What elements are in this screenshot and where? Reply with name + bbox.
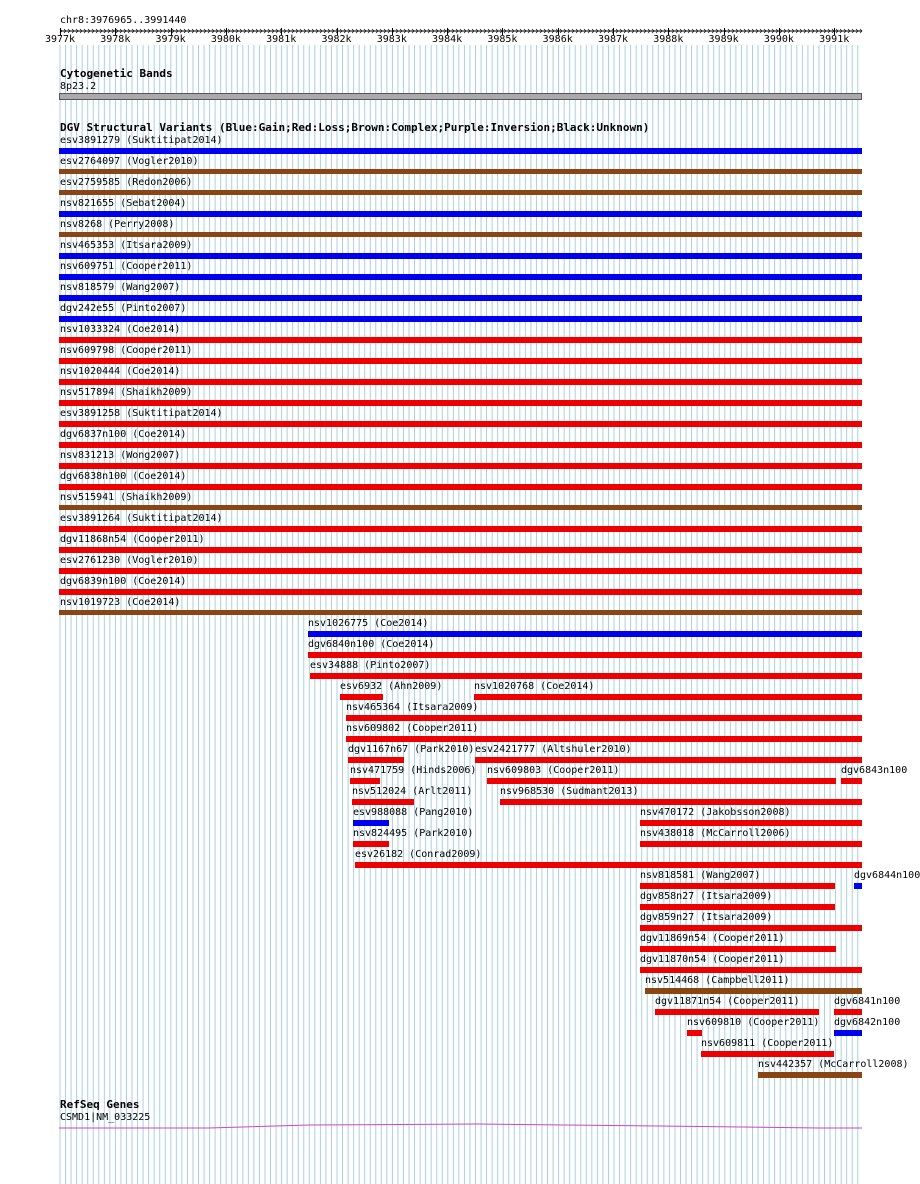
variant-bar-loss[interactable] (59, 484, 862, 490)
variant-bar-complex[interactable] (59, 610, 862, 615)
variant-label[interactable]: nsv8268 (Perry2008) (60, 219, 175, 230)
variant-bar-loss[interactable] (59, 568, 862, 574)
ruler-tick-label: 3987k (597, 34, 629, 45)
gene-label: CSMD1|NM_033225 (60, 1112, 151, 1123)
variant-bar-loss[interactable] (59, 400, 862, 406)
ruler-tick-label: 3989k (708, 34, 739, 45)
variant-label[interactable]: esv6932 (Ahn2009) (340, 681, 443, 692)
ruler-tick-label: 3986k (542, 34, 573, 45)
variant-bar-loss[interactable] (59, 589, 862, 595)
variant-bar-loss[interactable] (475, 757, 862, 763)
variant-bar-loss[interactable] (340, 694, 383, 700)
ruler-tick-label: 3981k (266, 34, 297, 45)
variant-label[interactable]: nsv465364 (Itsara2009) (346, 702, 479, 713)
cytoband-label: 8p23.2 (60, 81, 97, 92)
variant-label[interactable]: dgv242e55 (Pinto2007) (60, 303, 187, 314)
variant-bar-loss[interactable] (59, 421, 862, 427)
variant-label[interactable]: nsv818581 (Wang2007) (640, 870, 761, 881)
variant-bar-loss[interactable] (640, 820, 862, 826)
dgv-track-title[interactable]: DGV Structural Variants (Blue:Gain;Red:Loss;Brown:Complex;Purple:Inversion;Black:Unknown) (60, 121, 650, 134)
variant-label[interactable]: dgv6841n100 (834, 996, 901, 1007)
ruler-tick-label: 3990k (763, 34, 794, 45)
variant-label[interactable]: dgv858n27 (Itsara2009) (640, 891, 773, 902)
variant-bar-complex[interactable] (59, 232, 862, 237)
variant-label[interactable]: nsv609751 (Cooper2011) (60, 261, 193, 272)
variant-bar-loss[interactable] (346, 736, 862, 742)
ruler-tick-label: 3983k (376, 34, 407, 45)
variant-label[interactable]: dgv6843n100 (841, 765, 908, 776)
variant-label[interactable]: nsv512024 (Arlt2011) (352, 786, 473, 797)
variant-bar-loss[interactable] (59, 379, 862, 385)
variant-bar-complex[interactable] (59, 190, 862, 195)
variant-label[interactable]: nsv818579 (Wang2007) (60, 282, 181, 293)
variant-bar-loss[interactable] (308, 652, 862, 658)
variant-label[interactable]: nsv1020768 (Coe2014) (474, 681, 595, 692)
variant-bar-gain[interactable] (59, 295, 862, 301)
variant-bar-loss[interactable] (59, 358, 862, 364)
variant-label[interactable]: nsv609803 (Cooper2011) (487, 765, 620, 776)
variant-bar-loss[interactable] (640, 925, 862, 931)
variant-bar-loss[interactable] (59, 442, 862, 448)
region-label: chr8:3976965..3991440 (60, 15, 187, 26)
variant-label[interactable]: nsv609811 (Cooper2011) (701, 1038, 834, 1049)
variant-bar-loss[interactable] (834, 1009, 862, 1015)
variant-bar-gain[interactable] (59, 211, 862, 217)
variant-label[interactable]: dgv11870n54 (Cooper2011) (640, 954, 785, 965)
variant-bar-loss[interactable] (59, 526, 862, 532)
ruler-tick-label: 3985k (487, 34, 518, 45)
variant-bar-loss[interactable] (640, 946, 836, 952)
variant-label[interactable]: nsv514468 (Campbell2011) (645, 975, 790, 986)
variant-bar-loss[interactable] (500, 799, 862, 805)
ruler-tick-label: 3982k (321, 34, 352, 45)
variant-label[interactable]: nsv465353 (Itsara2009) (60, 240, 193, 251)
variant-bar-loss[interactable] (640, 967, 862, 973)
variant-label[interactable]: esv2759585 (Redon2006) (60, 177, 193, 188)
ruler-tick-label: 3979k (155, 34, 186, 45)
variant-bar-loss[interactable] (59, 337, 862, 343)
ruler-tick-label: 3988k (653, 34, 684, 45)
ruler-tick-label: 3984k (432, 34, 463, 45)
ruler-tick-label: 3980k (210, 34, 241, 45)
variant-bar-loss[interactable] (310, 673, 862, 679)
variant-label[interactable]: esv2764097 (Vogler2010) (60, 156, 199, 167)
variant-bar-loss[interactable] (640, 904, 835, 910)
variant-bar-loss[interactable] (348, 757, 404, 763)
variant-label[interactable]: nsv831213 (Wong2007) (60, 450, 181, 461)
variant-label[interactable]: esv3891264 (Suktitipat2014) (60, 513, 223, 524)
variant-bar-loss[interactable] (487, 778, 836, 784)
gene-model[interactable] (59, 1122, 862, 1132)
variant-bar-gain[interactable] (308, 631, 862, 637)
variant-label[interactable]: esv3891279 (Suktitipat2014) (60, 135, 223, 146)
variant-bar-gain[interactable] (59, 253, 862, 259)
variant-label[interactable]: nsv438018 (McCarroll2006) (640, 828, 791, 839)
cytoband-track-title[interactable]: Cytogenetic Bands (60, 67, 173, 80)
variant-bar-loss[interactable] (841, 778, 862, 784)
variant-label[interactable]: nsv442357 (McCarroll2008) (758, 1059, 909, 1070)
variant-bar-loss[interactable] (346, 715, 862, 721)
variant-label[interactable]: nsv515941 (Shaikh2009) (60, 492, 193, 503)
variant-bar-loss[interactable] (640, 841, 862, 847)
variant-bar-loss[interactable] (687, 1030, 702, 1036)
ruler-tick-label: 3991k (819, 34, 850, 45)
variant-label[interactable]: dgv6840n100 (Coe2014) (308, 639, 435, 650)
variant-label[interactable]: esv26182 (Conrad2009) (355, 849, 482, 860)
ruler-tick-label: 3978k (100, 34, 131, 45)
variant-label[interactable]: esv34888 (Pinto2007) (310, 660, 431, 671)
variant-label[interactable]: esv2761230 (Vogler2010) (60, 555, 199, 566)
variant-label[interactable]: dgv6842n100 (834, 1017, 901, 1028)
variant-label[interactable]: esv3891258 (Suktitipat2014) (60, 408, 223, 419)
variant-label[interactable]: dgv6839n100 (Coe2014) (60, 576, 187, 587)
variant-label[interactable]: nsv609810 (Cooper2011) (687, 1017, 820, 1028)
variant-label[interactable]: nsv517894 (Shaikh2009) (60, 387, 193, 398)
variant-bar-complex[interactable] (645, 988, 862, 994)
variant-bar-loss[interactable] (352, 799, 414, 805)
variant-label[interactable]: dgv11868n54 (Cooper2011) (60, 534, 205, 545)
variant-label[interactable]: dgv6837n100 (Coe2014) (60, 429, 187, 440)
variant-label[interactable]: dgv6838n100 (Coe2014) (60, 471, 187, 482)
variant-label[interactable]: nsv821655 (Sebat2004) (60, 198, 187, 209)
variant-label[interactable]: dgv1167n67 (Park2010) (348, 744, 475, 755)
variant-label[interactable]: nsv609802 (Cooper2011) (346, 723, 479, 734)
variant-bar-loss[interactable] (353, 841, 389, 847)
variant-label[interactable]: nsv1033324 (Coe2014) (60, 324, 181, 335)
variant-label[interactable]: nsv471759 (Hinds2006) (350, 765, 477, 776)
variant-bar-gain[interactable] (834, 1030, 862, 1036)
variant-label[interactable]: nsv1026775 (Coe2014) (308, 618, 429, 629)
variant-bar-loss[interactable] (350, 778, 380, 784)
variant-bar-loss[interactable] (655, 1009, 819, 1015)
variant-label[interactable]: nsv609798 (Cooper2011) (60, 345, 193, 356)
variant-bar-loss[interactable] (355, 862, 862, 868)
variant-bar-gain[interactable] (59, 148, 862, 154)
variant-bar-gain[interactable] (59, 274, 862, 280)
refseq-track-title[interactable]: RefSeq Genes (60, 1098, 140, 1111)
variant-label[interactable]: esv988088 (Pang2010) (353, 807, 474, 818)
variant-label[interactable]: dgv11869n54 (Cooper2011) (640, 933, 785, 944)
variant-bar-loss[interactable] (59, 463, 862, 469)
variant-bar-loss[interactable] (59, 547, 862, 553)
variant-label[interactable]: dgv11871n54 (Cooper2011) (655, 996, 800, 1007)
ruler-tick-label: 3977k (44, 34, 76, 45)
variant-label[interactable]: nsv968530 (Sudmant2013) (500, 786, 639, 797)
variant-label[interactable]: esv2421777 (Altshuler2010) (475, 744, 632, 755)
variant-bar-loss[interactable] (474, 694, 862, 700)
variant-bar-complex[interactable] (59, 505, 862, 510)
variant-label[interactable]: dgv6844n100 (854, 870, 920, 881)
variant-bar-complex[interactable] (758, 1072, 862, 1078)
variant-bar-gain[interactable] (854, 883, 862, 889)
variant-label[interactable]: nsv1019723 (Coe2014) (60, 597, 181, 608)
variant-bar-loss[interactable] (701, 1051, 834, 1057)
cytoband-bar[interactable] (59, 93, 862, 100)
variant-bar-gain[interactable] (353, 820, 389, 826)
variant-label[interactable]: nsv470172 (Jakobsson2008) (640, 807, 791, 818)
variant-bar-complex[interactable] (59, 169, 862, 174)
variant-bar-loss[interactable] (640, 883, 835, 889)
variant-label[interactable]: nsv1020444 (Coe2014) (60, 366, 181, 377)
variant-bar-gain[interactable] (59, 316, 862, 322)
variant-label[interactable]: dgv859n27 (Itsara2009) (640, 912, 773, 923)
variant-label[interactable]: nsv824495 (Park2010) (353, 828, 474, 839)
